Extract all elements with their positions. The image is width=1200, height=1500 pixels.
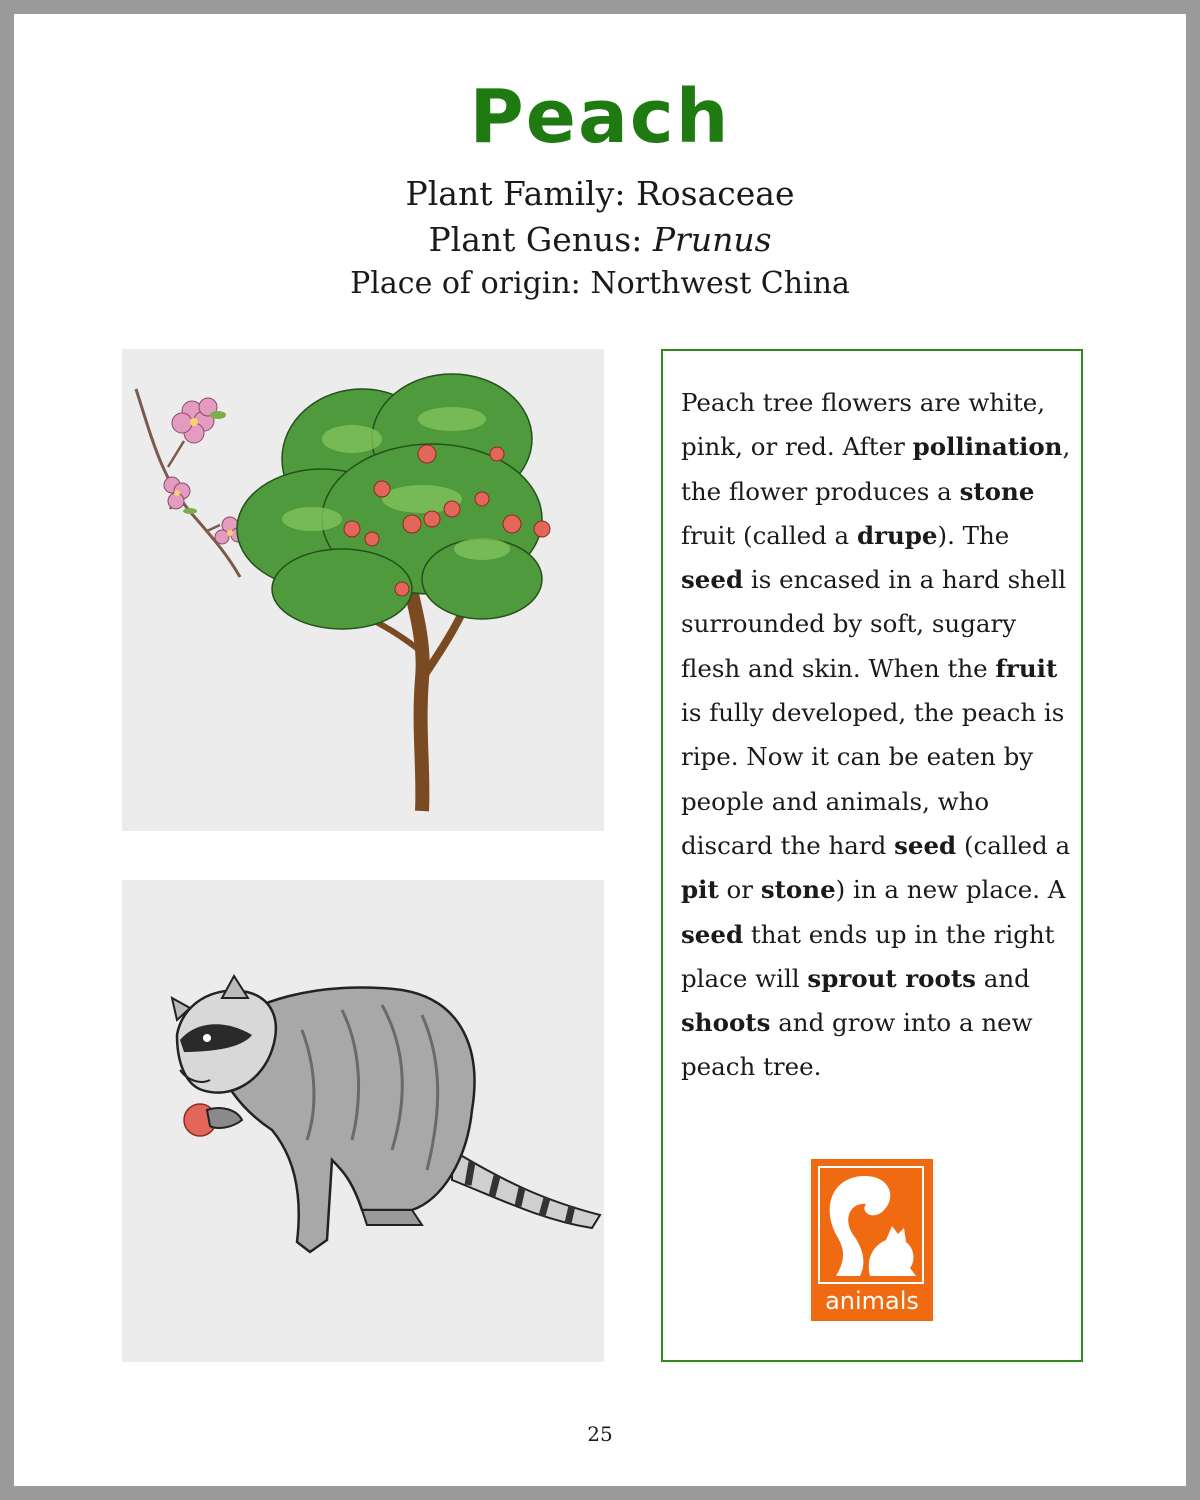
text-run: Peach tree flowers are white, pink, or red. After: [681, 388, 1046, 462]
plant-family: [14, 174, 1186, 213]
text-run: or: [718, 875, 761, 905]
place-of-origin-value: Northwest China: [590, 266, 850, 301]
key-term: drupe: [856, 520, 938, 550]
text-run: , the flower produces a: [681, 432, 1071, 506]
text-run: and grow into a new peach tree.: [681, 1008, 1033, 1082]
key-term: seed: [681, 919, 744, 949]
squirrel-icon: [818, 1166, 924, 1284]
raccoon-tail: [452, 1150, 600, 1228]
plant-genus-value: Prunus: [652, 220, 772, 259]
key-term: shoots: [681, 1008, 771, 1038]
place-of-origin-label: Place of origin:: [350, 266, 591, 301]
plant-genus-label: Plant Genus:: [428, 220, 653, 259]
key-term: stone: [959, 476, 1035, 506]
page-title: Peach: [469, 74, 731, 160]
text-run: (called a: [956, 830, 1071, 860]
text-run: fruit (called a: [681, 520, 857, 550]
raccoon-illustration: [122, 880, 604, 1362]
key-term: seed: [894, 830, 957, 860]
text-run: ). The: [937, 520, 1010, 550]
plant-family-label: Plant Family:: [405, 174, 636, 213]
animals-badge: [811, 1159, 933, 1321]
key-term: pit: [681, 875, 719, 905]
key-term: sprout roots: [807, 963, 976, 993]
peach-tree-illustration: [122, 349, 604, 831]
key-term: stone: [760, 875, 836, 905]
key-term: pollination: [912, 432, 1063, 462]
text-run: and: [975, 963, 1030, 993]
text-run: that ends up in the right place will: [681, 919, 1055, 993]
key-term: fruit: [995, 653, 1058, 683]
text-run: ) in a new place. A: [835, 875, 1066, 905]
blossom-branch: [136, 389, 245, 577]
key-term: seed: [681, 565, 744, 595]
animals-label: animals: [825, 1287, 919, 1315]
description-box: [661, 349, 1083, 1362]
page-number: 25: [587, 1422, 613, 1446]
peach-held: [184, 1104, 242, 1136]
place-of-origin: [14, 266, 1186, 301]
text-run: is encased in a hard shell surrounded by soft, sugary flesh and skin. When the: [681, 565, 1067, 683]
plant-family-value: Rosaceae: [635, 174, 795, 213]
plant-genus: [14, 220, 1186, 259]
text-run: is fully developed, the peach is ripe. Now it can be eaten by people and animals, who discard the hard: [681, 698, 1065, 860]
page: [14, 14, 1186, 1486]
description-text: [681, 381, 1073, 1090]
